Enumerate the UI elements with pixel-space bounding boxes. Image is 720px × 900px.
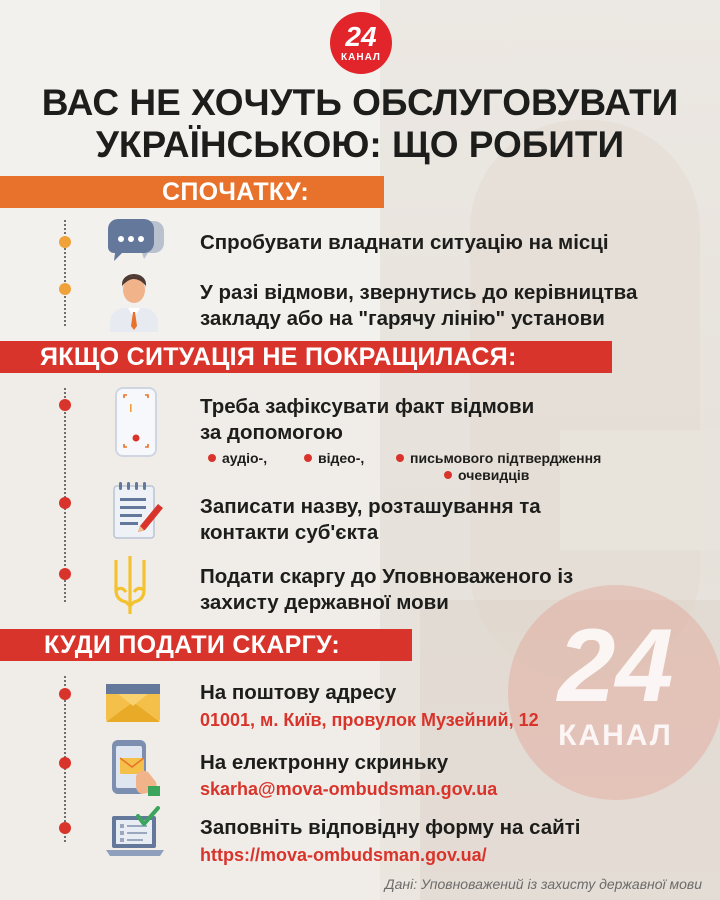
record-method-written: письмового підтвердження	[410, 450, 602, 466]
timeline-dot	[59, 399, 71, 411]
timeline-dot	[59, 568, 71, 580]
record-method-video: відео-,	[318, 450, 365, 466]
step-text: На електронну скриньку	[200, 751, 449, 774]
watermark-number: 24	[557, 608, 674, 724]
step-text-line1: Записати назву, розташування та	[200, 495, 541, 518]
timeline-dot	[59, 688, 71, 700]
source-note: Дані: Уповноважений із захисту державної мови	[384, 876, 702, 892]
section-header-third: КУДИ ПОДАТИ СКАРГУ:	[0, 629, 412, 661]
step-text-line2: контакти суб'єкта	[200, 521, 379, 544]
step-text	[200, 280, 637, 332]
email-address: skarha@mova-ombudsman.gov.ua	[200, 779, 498, 799]
envelope-icon	[104, 682, 162, 728]
timeline-dot	[59, 757, 71, 769]
page-title-line1: ВАС НЕ ХОЧУТЬ ОБСЛУГОВУВАТИ	[41, 82, 679, 123]
step-text-line1: У разі відмови, звернутись до керівництва	[200, 281, 638, 304]
notepad-icon	[110, 480, 166, 546]
step-text: На поштову адресу	[200, 681, 397, 704]
step-text-line1: Треба зафіксувати факт відмови	[200, 395, 535, 418]
step-text-line2: захисту державної мови	[200, 591, 449, 614]
page-title-line2: УКРАЇНСЬКОЮ: ЩО РОБИТИ	[95, 124, 625, 165]
timeline-dot	[59, 283, 71, 295]
timeline-dot	[59, 822, 71, 834]
record-method-audio: аудіо-,	[222, 450, 268, 466]
manager-icon	[106, 268, 162, 336]
timeline-dot	[59, 236, 71, 248]
website-url[interactable]: https://mova-ombudsman.gov.ua/	[200, 845, 487, 865]
watermark-name: КАНАЛ	[558, 719, 673, 752]
laptop-form-icon	[104, 806, 166, 866]
logo-number: 24	[345, 21, 377, 52]
chat-bubble-icon	[104, 215, 168, 271]
phone-email-icon	[106, 738, 162, 800]
smartphone-record-icon	[114, 386, 158, 462]
section-header-first: СПОЧАТКУ:	[0, 176, 384, 208]
step-text	[200, 494, 541, 546]
step-text-line2: за допомогою	[200, 421, 343, 444]
watermark-logo	[508, 585, 720, 800]
step-text-line1: Подати скаргу до Уповноваженого із	[200, 565, 574, 588]
step-text-line2: закладу або на "гарячу лінію" установи	[200, 307, 605, 330]
step-text: Спробувати владнати ситуацію на місці	[200, 231, 609, 254]
section-header-second: ЯКЩО СИТУАЦІЯ НЕ ПОКРАЩИЛАСЯ:	[0, 341, 612, 373]
step-text	[200, 564, 573, 616]
channel-logo	[330, 12, 392, 74]
postal-address: 01001, м. Київ, провулок Музейний, 12	[200, 710, 539, 730]
trident-icon	[110, 554, 150, 620]
logo-name: КАНАЛ	[341, 52, 381, 63]
step-text: Заповніть відповідну форму на сайті	[200, 816, 581, 839]
step-text	[200, 394, 534, 446]
timeline-dot	[59, 497, 71, 509]
record-method-written-cont: очевидців	[458, 467, 530, 483]
